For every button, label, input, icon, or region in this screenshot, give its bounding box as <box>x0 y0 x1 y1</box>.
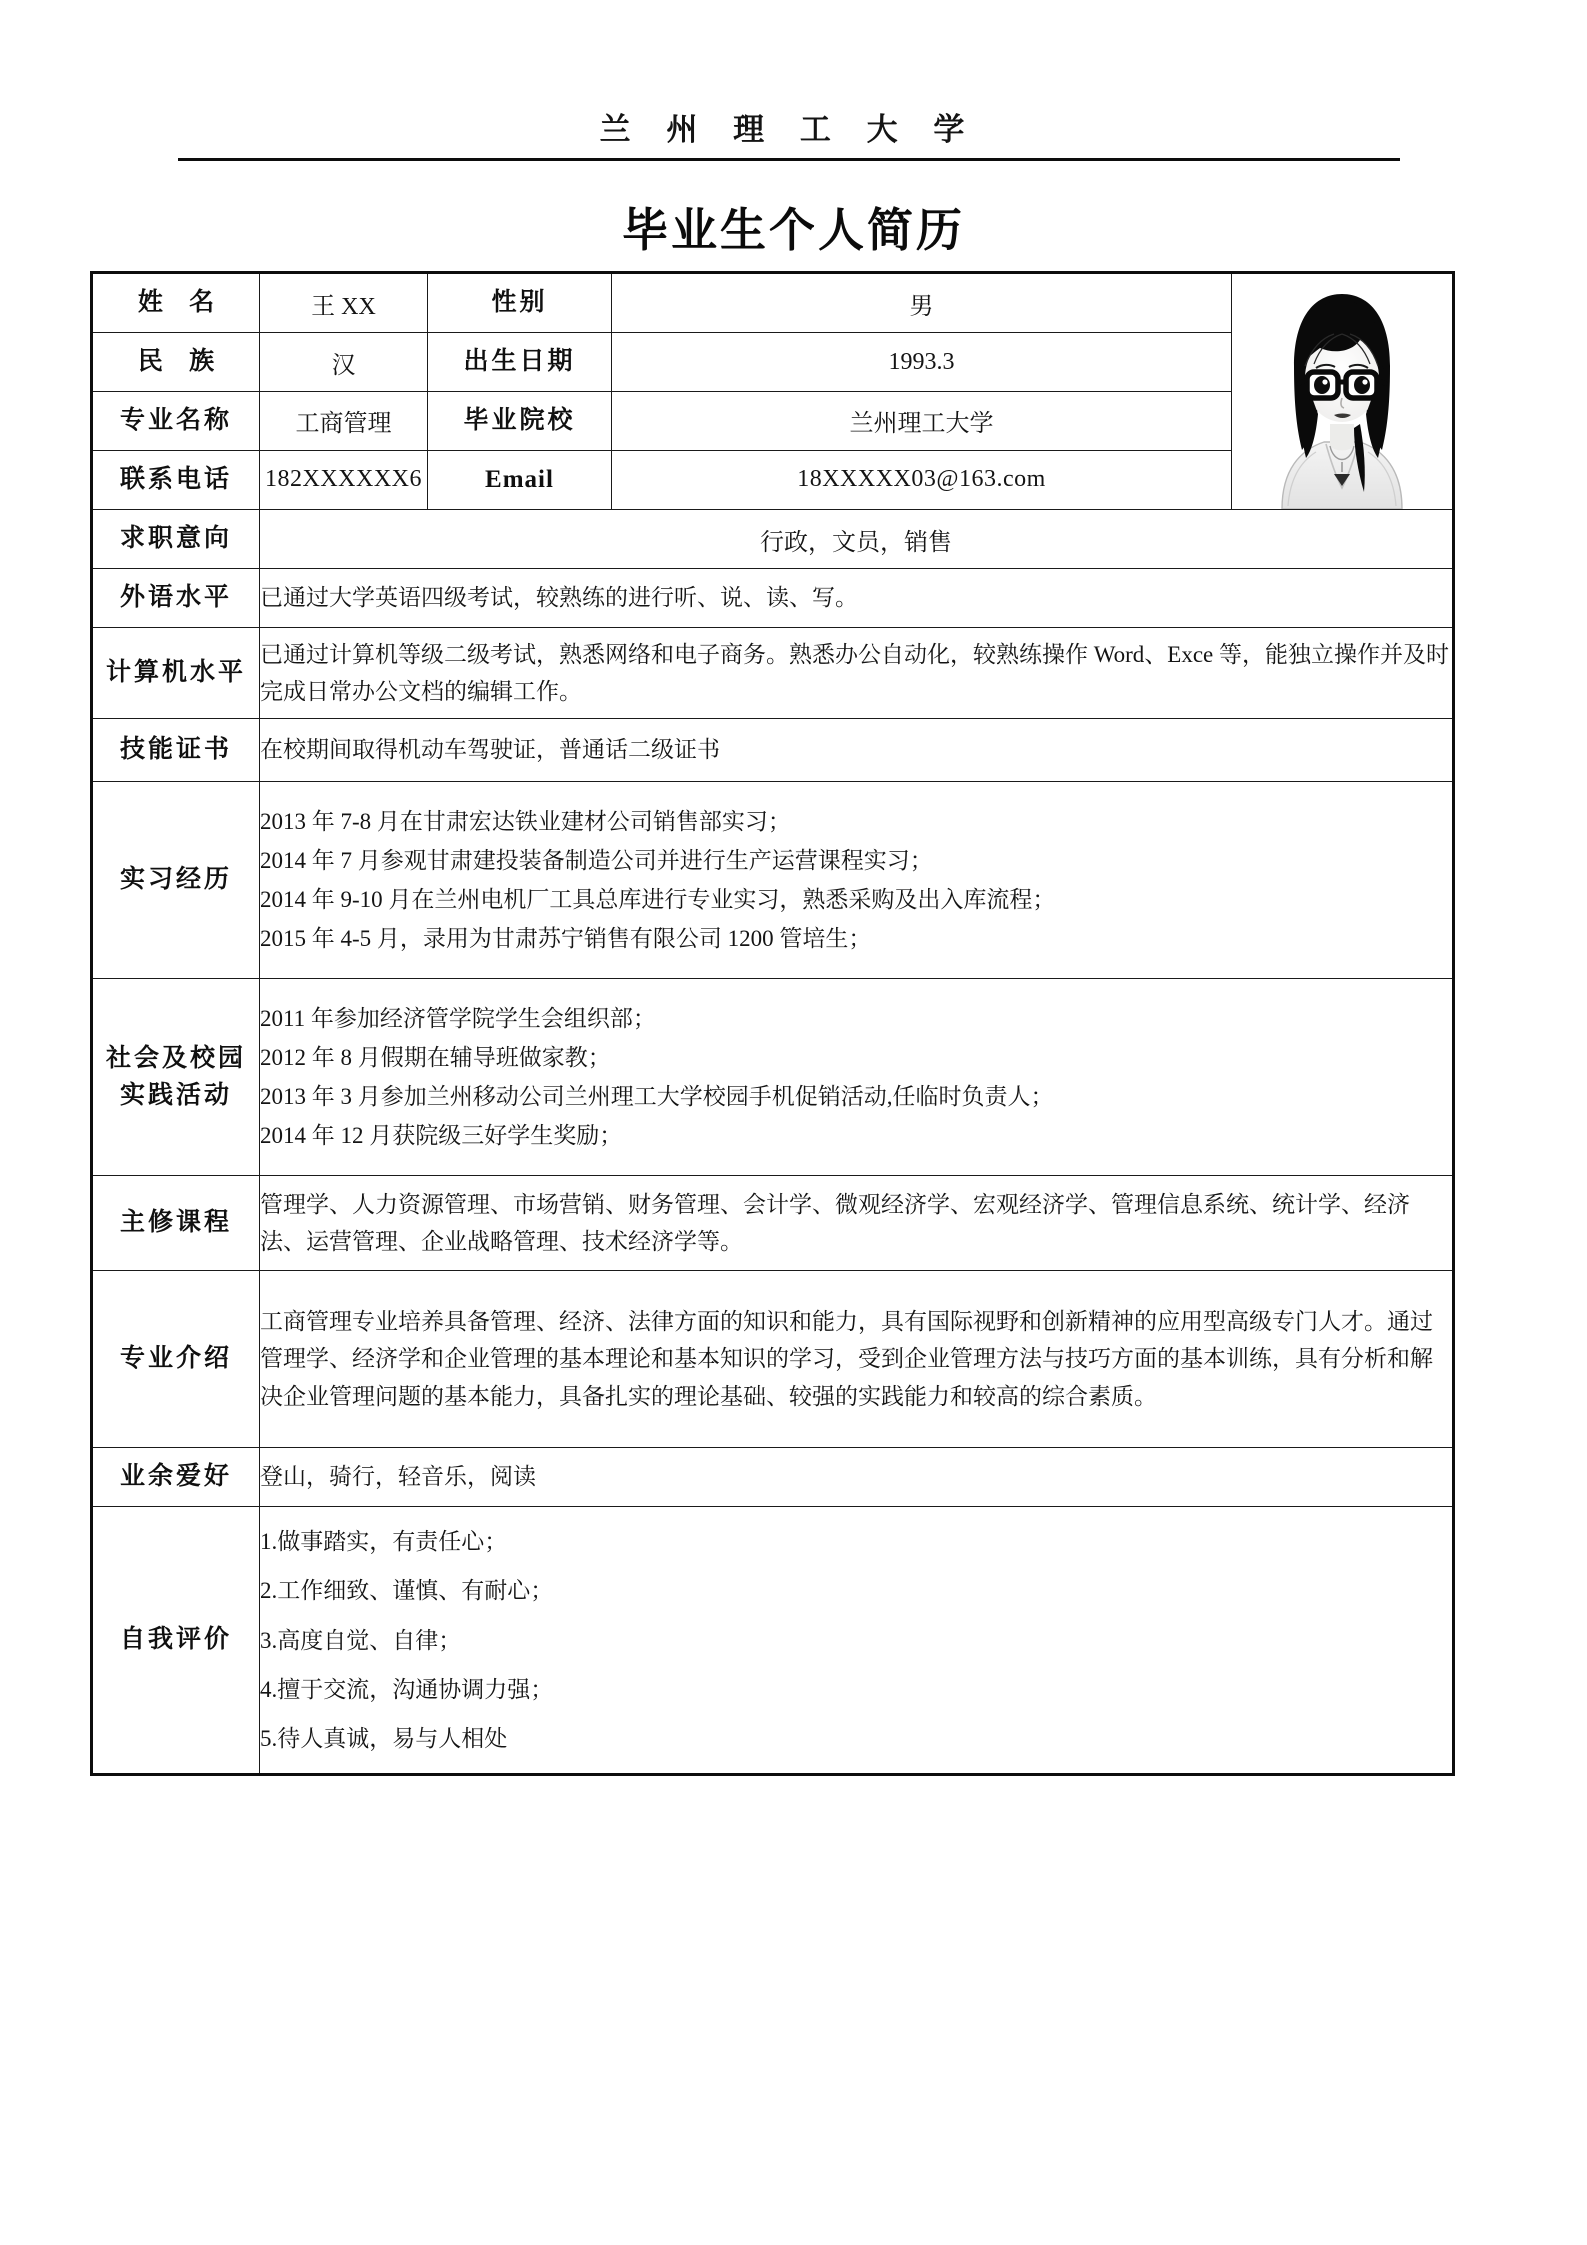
value-job-intent: 行政，文员，销售 <box>260 510 1454 569</box>
value-birth-date: 1993.3 <box>612 333 1232 392</box>
table-row-main-courses <box>92 1176 1454 1271</box>
table-row-self-evaluation <box>92 1507 1454 1775</box>
label-self-evaluation: 自我评价 <box>92 1507 260 1775</box>
label-email: Email <box>428 450 612 509</box>
table-row-hobbies <box>92 1448 1454 1507</box>
label-graduation-school: 毕业院校 <box>428 392 612 451</box>
value-graduation-school: 兰州理工大学 <box>612 392 1232 451</box>
internship-item: 2014 年 7 月参观甘肃建投装备制造公司并进行生产运营课程实习； <box>260 847 933 873</box>
self-eval-item: 2.工作细致、谨慎、有耐心； <box>260 1578 554 1604</box>
label-social-activities <box>92 979 260 1176</box>
label-social-line1: 社会及校园 <box>105 1044 246 1072</box>
label-major-introduction: 专业介绍 <box>92 1271 260 1448</box>
label-computer-skills: 计算机水平 <box>92 628 260 719</box>
label-foreign-language: 外语水平 <box>92 569 260 628</box>
table-row-job-intent <box>92 510 1454 569</box>
label-internship: 实习经历 <box>92 782 260 979</box>
table-row-major-introduction <box>92 1271 1454 1448</box>
value-main-courses: 管理学、人力资源管理、市场营销、财务管理、会计学、微观经济学、宏观经济学、管理信息系统、统计学、经济法、运营管理、企业战略管理、技术经济学等。 <box>260 1176 1454 1271</box>
photo-cell <box>1232 273 1454 510</box>
header-divider <box>178 158 1400 161</box>
portrait-svg <box>1242 274 1442 509</box>
value-phone: 182XXXXXX6 <box>260 450 428 509</box>
school-name-header: 兰 州 理 工 大 学 <box>599 112 979 147</box>
label-hobbies: 业余爱好 <box>92 1448 260 1507</box>
value-gender: 男 <box>612 273 1232 333</box>
label-ethnicity: 民 族 <box>92 333 260 392</box>
social-item: 2014 年 12 月获院级三好学生奖励； <box>260 1123 623 1149</box>
label-major: 专业名称 <box>92 392 260 451</box>
value-computer-skills: 已通过计算机等级二级考试，熟悉网络和电子商务。熟悉办公自动化，较熟练操作 Word、Exce 等，能独立操作并及时完成日常办公文档的编辑工作。 <box>260 628 1454 719</box>
value-self-evaluation <box>260 1507 1454 1775</box>
table-row-computer-skills <box>92 628 1454 719</box>
table-row-social-activities <box>92 979 1454 1176</box>
social-item: 2013 年 3 月参加兰州移动公司兰州理工大学校园手机促销活动,任临时负责人； <box>260 1084 1054 1109</box>
portrait-illustration <box>1232 274 1452 509</box>
value-email: 18XXXXX03@163.com <box>612 450 1232 509</box>
internship-item: 2013 年 7-8 月在甘肃宏达铁业建材公司销售部实习； <box>260 808 791 834</box>
label-main-courses: 主修课程 <box>92 1176 260 1271</box>
self-eval-item: 4.擅于交流，沟通协调力强； <box>260 1676 554 1702</box>
value-major: 工商管理 <box>260 392 428 451</box>
value-hobbies: 登山，骑行，轻音乐，阅读 <box>260 1448 1454 1507</box>
label-gender: 性别 <box>428 273 612 333</box>
social-item: 2012 年 8 月假期在辅导班做家教； <box>260 1044 611 1070</box>
table-row-internship <box>92 782 1454 979</box>
value-ethnicity: 汉 <box>260 333 428 392</box>
label-certificates: 技能证书 <box>92 719 260 782</box>
table-row-certificates <box>92 719 1454 782</box>
self-eval-item: 5.待人真诚，易与人相处 <box>260 1726 508 1751</box>
internship-item: 2015 年 4-5 月，录用为甘肃苏宁销售有限公司 1200 管培生； <box>260 926 872 952</box>
self-eval-item: 3.高度自觉、自律； <box>260 1627 462 1653</box>
value-name: 王 XX <box>260 273 428 333</box>
label-social-line2: 实践活动 <box>119 1082 232 1109</box>
self-eval-item: 1.做事踏实，有责任心； <box>260 1529 508 1554</box>
value-foreign-language: 已通过大学英语四级考试，较熟练的进行听、说、读、写。 <box>260 569 1454 628</box>
social-item: 2011 年参加经济管学院学生会组织部； <box>260 1005 656 1031</box>
value-certificates: 在校期间取得机动车驾驶证，普通话二级证书 <box>260 719 1454 782</box>
label-birth-date: 出生日期 <box>428 333 612 392</box>
value-social-activities <box>260 979 1454 1176</box>
table-row-name <box>92 273 1454 333</box>
label-name: 姓 名 <box>92 273 260 333</box>
resume-table <box>90 271 1455 1776</box>
table-row-foreign-language <box>92 569 1454 628</box>
value-internship <box>260 782 1454 979</box>
value-major-introduction: 工商管理专业培养具备管理、经济、法律方面的知识和能力，具有国际视野和创新精神的应用型高级专门人才。通过管理学、经济学和企业管理的基本理论和基本知识的学习，受到企业管理方法与技巧方面的基本训练，具有分析和解决企业管理问题的基本能力，具备扎实的理论基础、较强的实践能力和较高的综合素质。 <box>260 1271 1454 1448</box>
label-job-intent: 求职意向 <box>92 510 260 569</box>
document-title: 毕业生个人简历 <box>622 205 965 256</box>
internship-item: 2014 年 9-10 月在兰州电机厂工具总库进行专业实习，熟悉采购及出入库流程； <box>260 887 1056 912</box>
label-phone: 联系电话 <box>92 450 260 509</box>
